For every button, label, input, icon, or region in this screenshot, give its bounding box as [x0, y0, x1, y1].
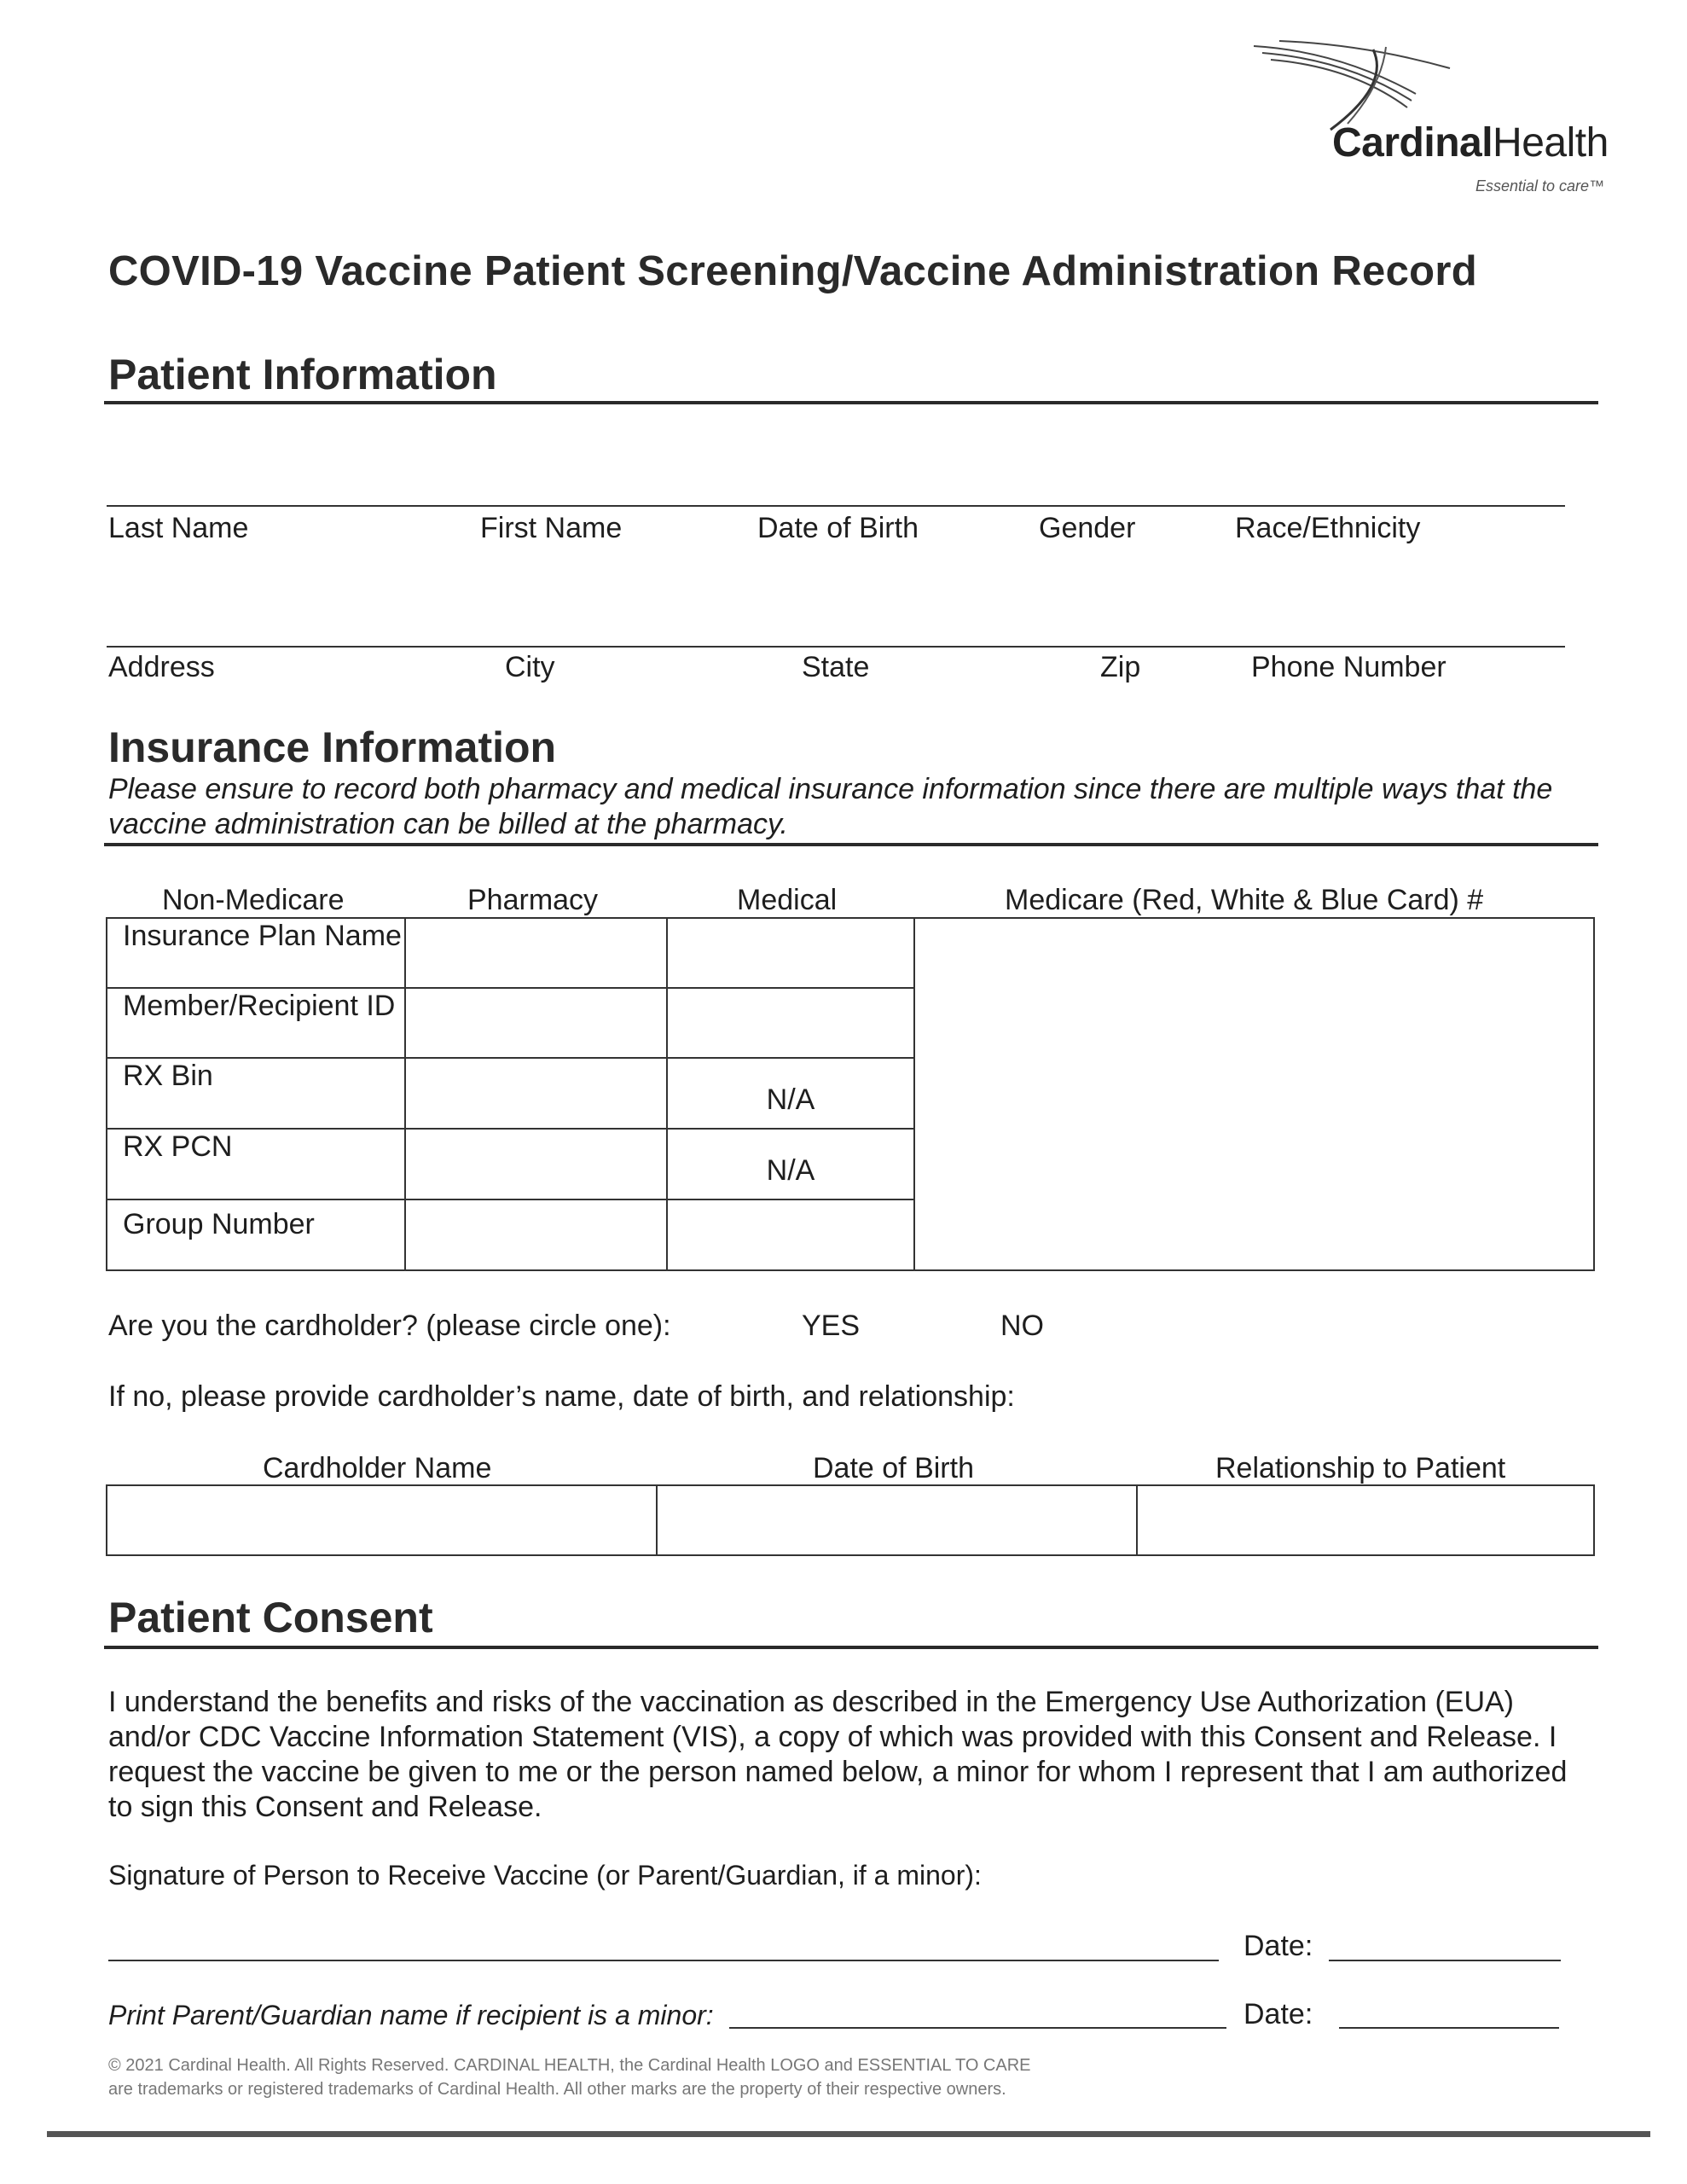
form-title: COVID-19 Vaccine Patient Screening/Vaccine Administration Record — [108, 248, 1477, 294]
date-line-1[interactable] — [1329, 1960, 1561, 1961]
patient-info-heading: Patient Information — [108, 351, 497, 398]
row-label-group-number: Group Number — [107, 1199, 405, 1270]
table-row — [107, 1485, 1594, 1555]
guardian-name-label: Print Parent/Guardian name if recipient is a minor: — [108, 2000, 714, 2030]
pharmacy-plan-name-cell[interactable] — [405, 918, 667, 988]
medical-rx-pcn-cell: N/A — [667, 1129, 914, 1199]
logo-tagline: Essential to care™ — [1475, 177, 1605, 195]
date-label-1: Date: — [1244, 1930, 1313, 1962]
cardholder-question: Are you the cardholder? (please circle one): — [108, 1310, 671, 1342]
signature-line[interactable] — [108, 1960, 1219, 1961]
no-option[interactable]: NO — [1000, 1310, 1044, 1342]
section-rule — [104, 843, 1598, 846]
col-header-medical: Medical — [737, 884, 838, 916]
copyright-line-1: © 2021 Cardinal Health. All Rights Reserved. CARDINAL HEALTH, the Cardinal Health LOGO and ESSENTIAL TO CARE — [108, 2056, 1031, 2075]
medical-member-id-cell[interactable] — [667, 988, 914, 1058]
medical-rx-bin-cell: N/A — [667, 1058, 914, 1129]
insurance-note: Please ensure to record both pharmacy and medical insurance information since there are multiple ways that the vaccine administration can be billed at the pharmacy. — [108, 773, 1553, 840]
date-line-2[interactable] — [1339, 2027, 1559, 2029]
medical-plan-name-cell[interactable] — [667, 918, 914, 988]
table-row — [107, 918, 1594, 988]
label-race-ethnicity: Race/Ethnicity — [1235, 512, 1421, 544]
label-first-name: First Name — [480, 512, 623, 544]
section-rule — [104, 401, 1598, 404]
zip-field[interactable] — [1100, 601, 1240, 644]
col-header-relationship: Relationship to Patient — [1215, 1452, 1506, 1484]
patient-row2-line — [107, 646, 1565, 648]
label-gender: Gender — [1039, 512, 1136, 544]
address-field[interactable] — [108, 601, 496, 644]
row-label-rx-bin: RX Bin — [107, 1058, 405, 1129]
row-label-rx-pcn: RX PCN — [107, 1129, 405, 1199]
row-label-plan-name: Insurance Plan Name — [107, 918, 405, 988]
signature-label: Signature of Person to Receive Vaccine (or Parent/Guardian, if a minor): — [108, 1860, 982, 1891]
last-name-field[interactable] — [108, 461, 470, 503]
yes-option[interactable]: YES — [802, 1310, 861, 1342]
label-zip: Zip — [1100, 651, 1141, 683]
copyright-line-2: are trademarks or registered trademarks of Cardinal Health. All other marks are the property of their respective owners. — [108, 2080, 1006, 2099]
row-label-member-id: Member/Recipient ID — [107, 988, 405, 1058]
bottom-border — [47, 2131, 1650, 2137]
medicare-number-box[interactable] — [914, 918, 1594, 1270]
cardholder-table — [106, 1484, 1595, 1556]
cardholder-dob-cell[interactable] — [657, 1485, 1137, 1555]
city-field[interactable] — [503, 601, 797, 644]
date-label-2: Date: — [1244, 1998, 1313, 2030]
col-header-medicare: Medicare (Red, White & Blue Card) # — [1005, 884, 1484, 916]
pharmacy-rx-pcn-cell[interactable] — [405, 1129, 667, 1199]
state-field[interactable] — [802, 601, 1095, 644]
label-address: Address — [108, 651, 215, 683]
pharmacy-rx-bin-cell[interactable] — [405, 1058, 667, 1129]
guardian-name-line[interactable] — [729, 2027, 1226, 2029]
insurance-table — [106, 917, 1595, 1271]
cardholder-name-cell[interactable] — [107, 1485, 657, 1555]
phone-number-field[interactable] — [1249, 601, 1568, 644]
medical-group-number-cell[interactable] — [667, 1199, 914, 1270]
dob-field[interactable] — [755, 461, 1031, 503]
col-header-cardholder-dob: Date of Birth — [813, 1452, 974, 1484]
first-name-field[interactable] — [478, 461, 754, 503]
label-phone-number: Phone Number — [1251, 651, 1446, 683]
logo-wordmark: CardinalHealth — [1332, 120, 1609, 166]
cardholder-instruction: If no, please provide cardholder’s name, date of birth, and relationship: — [108, 1380, 1015, 1413]
relationship-cell[interactable] — [1137, 1485, 1594, 1555]
label-state: State — [802, 651, 870, 683]
pharmacy-group-number-cell[interactable] — [405, 1199, 667, 1270]
col-header-cardholder-name: Cardholder Name — [263, 1452, 492, 1484]
insurance-info-heading: Insurance Information — [108, 723, 557, 771]
race-ethnicity-field[interactable] — [1232, 461, 1568, 503]
col-header-pharmacy: Pharmacy — [467, 884, 599, 916]
label-date-of-birth: Date of Birth — [757, 512, 919, 544]
section-rule — [104, 1646, 1598, 1649]
pharmacy-member-id-cell[interactable] — [405, 988, 667, 1058]
patient-consent-heading: Patient Consent — [108, 1594, 433, 1641]
label-city: City — [505, 651, 555, 683]
label-last-name: Last Name — [108, 512, 249, 544]
patient-row1-line — [107, 505, 1565, 507]
col-header-non-medicare: Non-Medicare — [162, 884, 345, 916]
gender-field[interactable] — [1036, 461, 1227, 503]
consent-text: I understand the benefits and risks of the vaccination as described in the Emergency Use Authorization (EUA) and/or CDC Vaccine Information Statement (VIS), a copy of which was provided with this Consent and Release. I request the vaccine be given to me or the person named below, a minor for whom I represent that I am authorized to sign this Consent and Release. — [108, 1686, 1568, 1823]
